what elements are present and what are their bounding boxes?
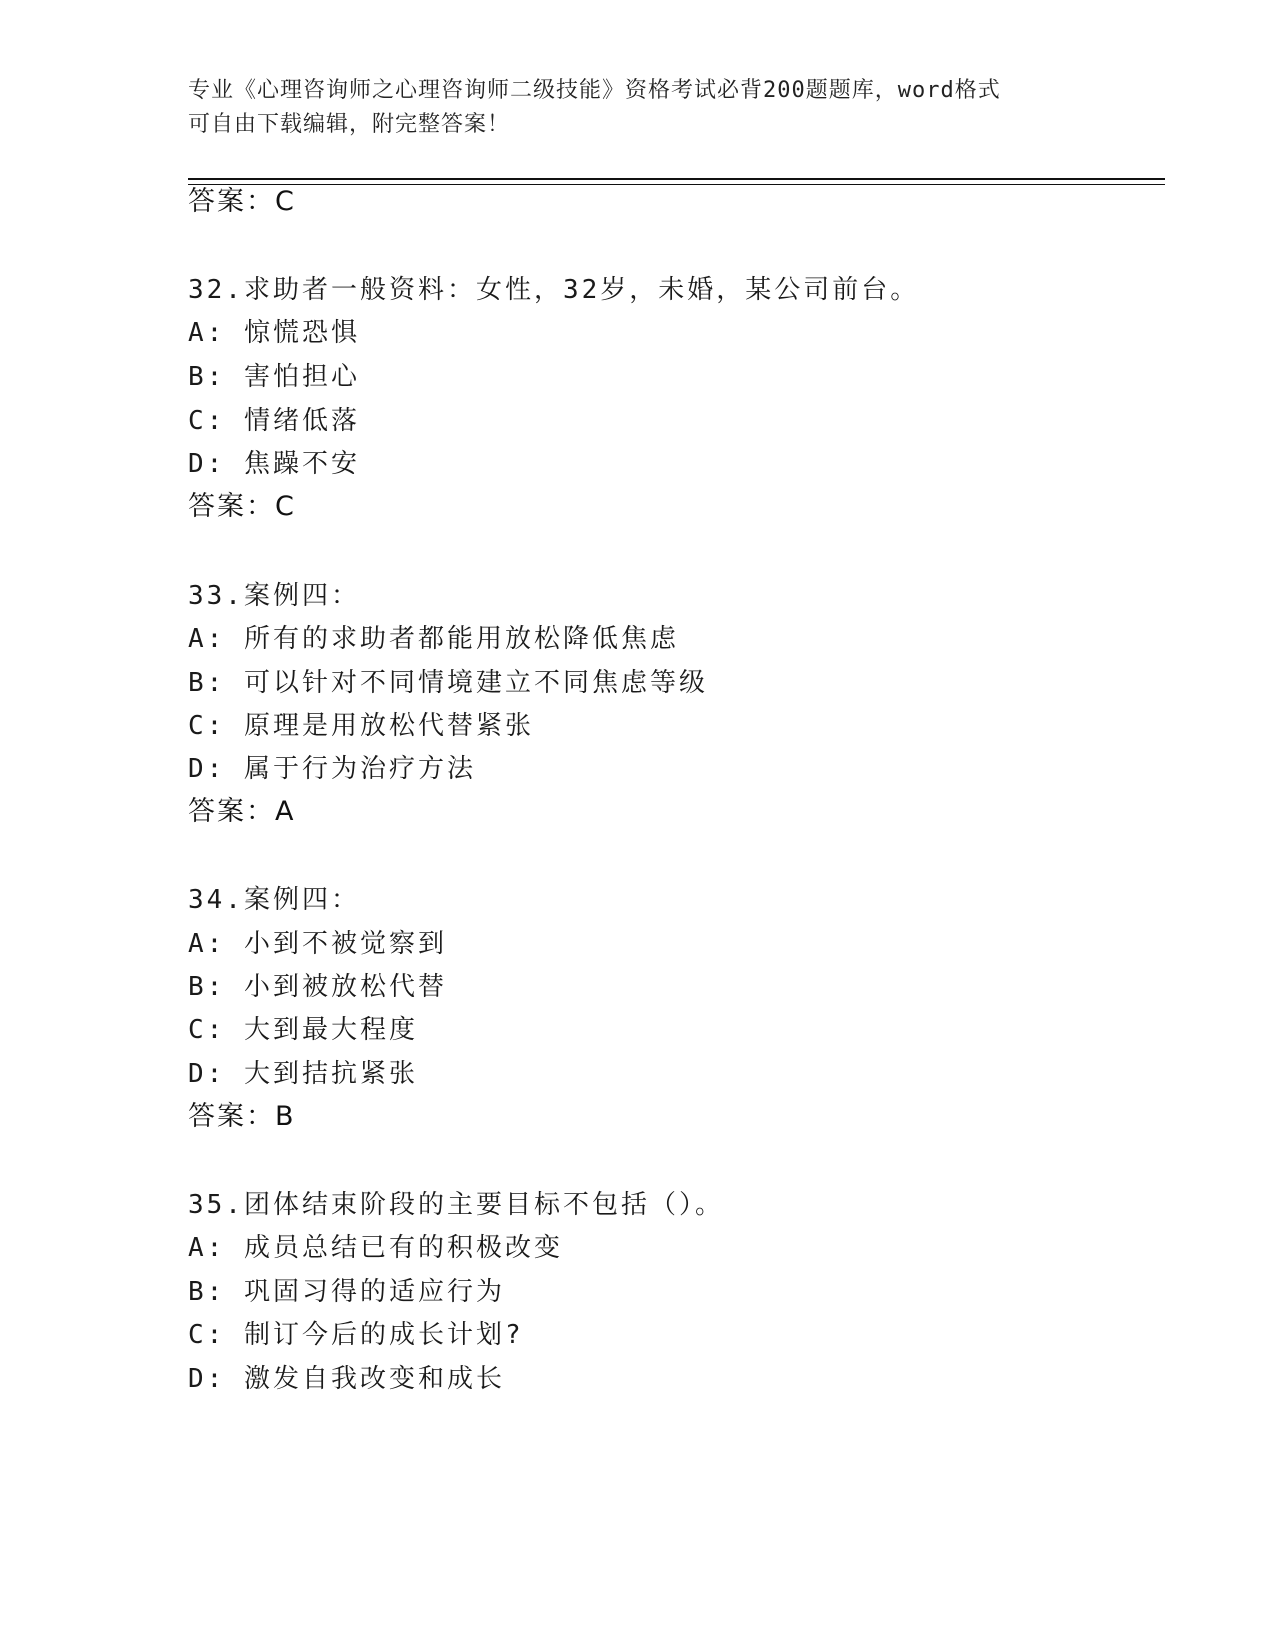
question-33-option-b: B: 可以针对不同情境建立不同焦虑等级 [188,668,708,698]
header-line-2: 可自由下载编辑，附完整答案！ [188,112,511,137]
header-line-1: 专业《心理咨询师之心理咨询师二级技能》资格考试必背200题题库，word格式 [188,78,1001,103]
question-34-option-a: A: 小到不被觉察到 [188,929,447,959]
header-divider-thin [188,184,1165,185]
question-34-option-c: C: 大到最大程度 [188,1015,418,1045]
question-35-stem: 35.团体结束阶段的主要目标不包括（）。 [188,1190,724,1220]
question-33-option-d: D: 属于行为治疗方法 [188,754,476,784]
question-33-answer: 答案：A [188,796,296,827]
question-33-option-c: C: 原理是用放松代替紧张 [188,711,534,741]
question-34-stem: 34.案例四： [188,885,360,915]
question-32-answer: 答案：C [188,491,296,522]
question-32-stem: 32.求助者一般资料：女性，32岁，未婚，某公司前台。 [188,275,920,305]
answer-prev: 答案：C [188,186,296,217]
question-35-option-b: B: 巩固习得的适应行为 [188,1277,505,1307]
question-33-stem: 33.案例四： [188,581,360,611]
question-35-option-a: A: 成员总结已有的积极改变 [188,1233,563,1263]
question-34-option-d: D: 大到拮抗紧张 [188,1059,418,1089]
question-35-option-c: C: 制订今后的成长计划? [188,1320,524,1350]
question-34-option-b: B: 小到被放松代替 [188,972,447,1002]
question-32-option-b: B: 害怕担心 [188,362,360,392]
question-33-option-a: A: 所有的求助者都能用放松降低焦虑 [188,624,679,654]
question-32-option-c: C: 情绪低落 [188,406,360,436]
document-header [188,74,1088,142]
question-35-option-d: D: 激发自我改变和成长 [188,1364,505,1394]
question-32-option-a: A: 惊慌恐惧 [188,318,360,348]
header-divider-thick [188,178,1165,180]
question-32-option-d: D: 焦躁不安 [188,449,360,479]
question-34-answer: 答案：B [188,1101,296,1132]
